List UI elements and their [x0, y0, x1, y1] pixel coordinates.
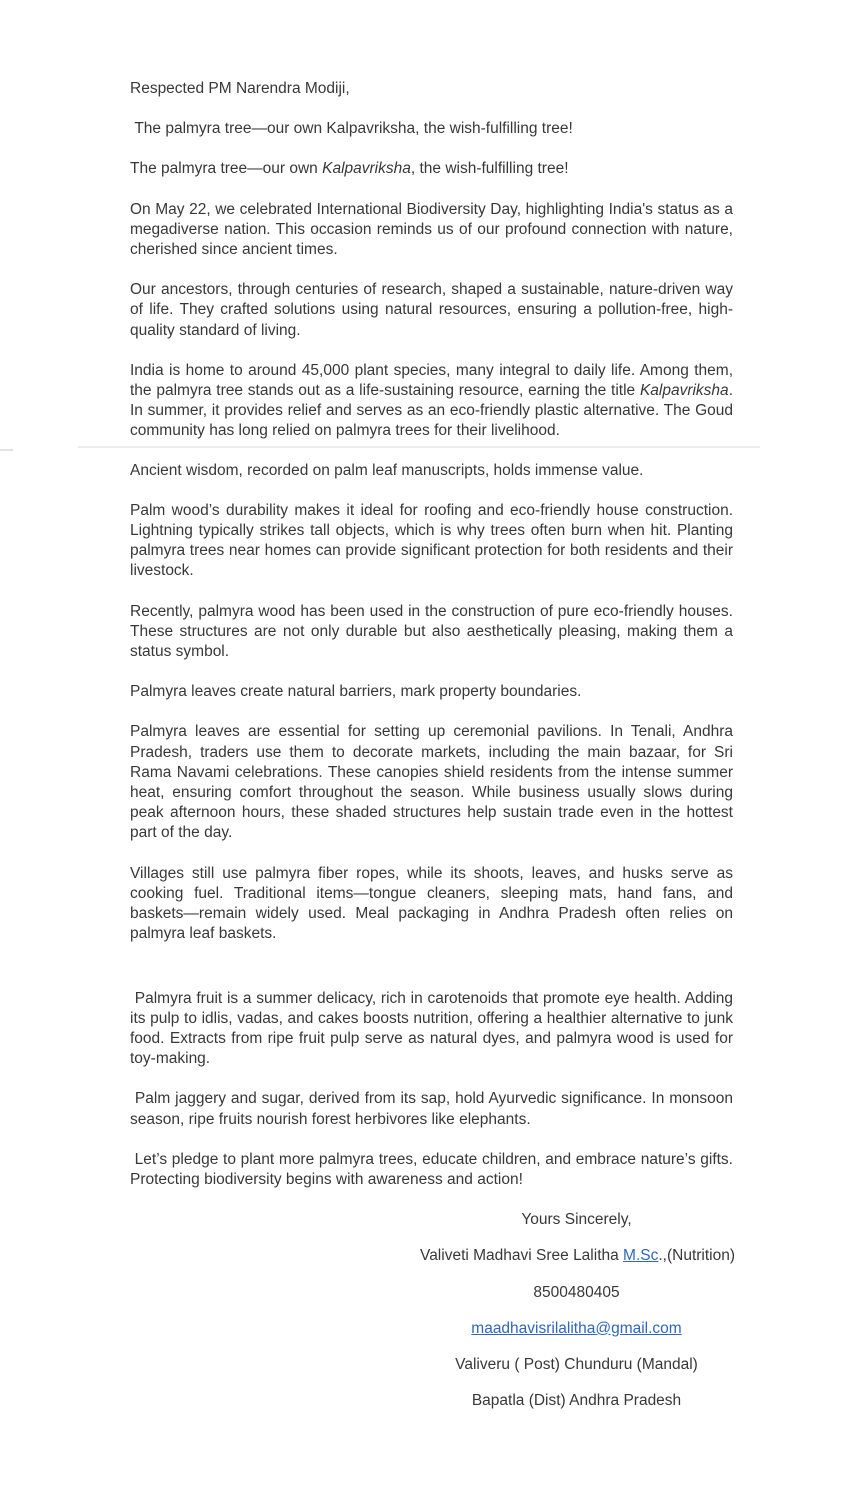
email-link[interactable]: maadhavisrilalitha@gmail.com: [471, 1319, 682, 1337]
text-segment: Valiveti Madhavi Sree Lalitha: [420, 1247, 624, 1265]
signature-name: [420, 1246, 736, 1266]
paragraph: [130, 159, 733, 179]
paragraph: [130, 1150, 738, 1190]
signature-phone: 8500480405: [533, 1283, 620, 1301]
paragraph: [130, 461, 733, 481]
paragraph: [130, 119, 733, 139]
paragraph: [130, 361, 738, 442]
paragraph: [130, 200, 738, 261]
signature-address-line-1: Valiveru ( Post) Chunduru (Mandal): [455, 1355, 698, 1373]
signature-address-line-2: Bapatla (Dist) Andhra Pradesh: [471, 1392, 682, 1410]
text-segment: The palmyra tree—our own: [130, 160, 323, 178]
letter-document: [130, 0, 738, 1411]
page-edge-tick: [0, 449, 13, 451]
text-segment: Palmyra leaves are essential for setting up ceremonial pavilions. In Tenali, Andhra Pradesh, traders use them to decorate markets, including the main bazaar, for Sri Rama Navami celebrations. These canopies shield residents from the intense summer heat, ensuring comfort throughout the season. While business usually slows during peak afternoon hours, these shaded structures help sustain trade even in the hottest part of the day.: [130, 723, 738, 842]
text-segment: Our ancestors, through centuries of research, shaped a sustainable, nature-driven way of life. They crafted solutions using natural resources, ensuring a pollution-free, high-quality standard of living.: [130, 281, 738, 339]
letter-body-section-1: [130, 79, 738, 442]
text-segment: Recently, palmyra wood has been used in the construction of pure eco-friendly houses. These structures are not only durable but also aesthetically pleasing, making them a status symbol.: [130, 602, 738, 661]
paragraph: [130, 280, 738, 341]
text-segment: India is home to around 45,000 plant species, many integral to daily life. Among them, the palmyra tree stands out as a life-sustaining resource, earning the title: [130, 361, 738, 400]
text-segment: Ancient wisdom, recorded on palm leaf manuscripts, holds immense value.: [130, 461, 644, 479]
msc-link[interactable]: M.Sc: [623, 1247, 659, 1265]
paragraph: [130, 1089, 738, 1129]
text-segment: Palmyra fruit is a summer delicacy, rich in carotenoids that promote eye health. Adding its pulp to idlis, vadas, and cakes boosts nutrition, offering a healthier alternative to junk food. Extracts from ripe fruit pulp serve as natural dyes, and palmyra wood is used for toy-making.: [130, 989, 738, 1068]
paragraph: [130, 501, 738, 582]
letter-body-section-2: [130, 461, 738, 1190]
paragraph: [130, 79, 733, 99]
text-segment: Palm jaggery and sugar, derived from its sap, hold Ayurvedic significance. In monsoon season, ripe fruits nourish forest herbivores like elephants.: [130, 1090, 738, 1128]
text-segment: Kalpavriksha: [639, 382, 729, 400]
paragraph: [130, 722, 738, 843]
text-segment: . In summer, it provides relief and serves as an eco-friendly plastic alternative. The Goud community has long relied on palmyra trees for their livelihood.: [130, 382, 738, 440]
paragraph: [130, 602, 738, 663]
section-divider: [78, 446, 760, 448]
paragraph: [130, 682, 733, 702]
signature-email-line: [420, 1319, 733, 1339]
text-segment: On May 22, we celebrated International Biodiversity Day, highlighting India's status as a megadiverse nation. This occasion reminds us of our profound connection with nature, cherished since ancient times.: [130, 200, 738, 259]
text-segment: Respected PM Narendra Modiji,: [130, 80, 350, 97]
signature-closing: Yours Sincerely,: [521, 1211, 632, 1229]
text-segment: Palm wood’s durability makes it ideal for roofing and eco-friendly house construction. Lightning typically strikes tall objects, which is why trees often burn when hit. Planting palmyra trees near homes can provide significant protection for both residents and their livestock.: [130, 501, 738, 580]
text-segment: Palmyra leaves create natural barriers, mark property boundaries.: [130, 683, 582, 701]
text-segment: Kalpavriksha: [322, 160, 411, 178]
text-segment: Villages still use palmyra fiber ropes, while its shoots, leaves, and husks serve as cooking fuel. Traditional items—tongue cleaners, sleeping mats, hand fans, and baskets—remain widely used. Meal packaging in Andhra Pradesh often relies on palmyra leaf baskets.: [130, 864, 738, 943]
text-segment: The palmyra tree—our own Kalpavriksha, the wish-fulfilling tree!: [130, 120, 573, 138]
signature-block: [420, 1210, 736, 1411]
text-segment: .,(Nutrition): [658, 1247, 736, 1265]
text-segment: Let’s pledge to plant more palmyra trees, educate children, and embrace nature’s gifts. Protecting biodiversity begins with awareness and action!: [130, 1150, 738, 1188]
paragraph: [130, 864, 738, 945]
text-segment: , the wish-fulfilling tree!: [410, 160, 569, 178]
paragraph: [130, 989, 738, 1070]
